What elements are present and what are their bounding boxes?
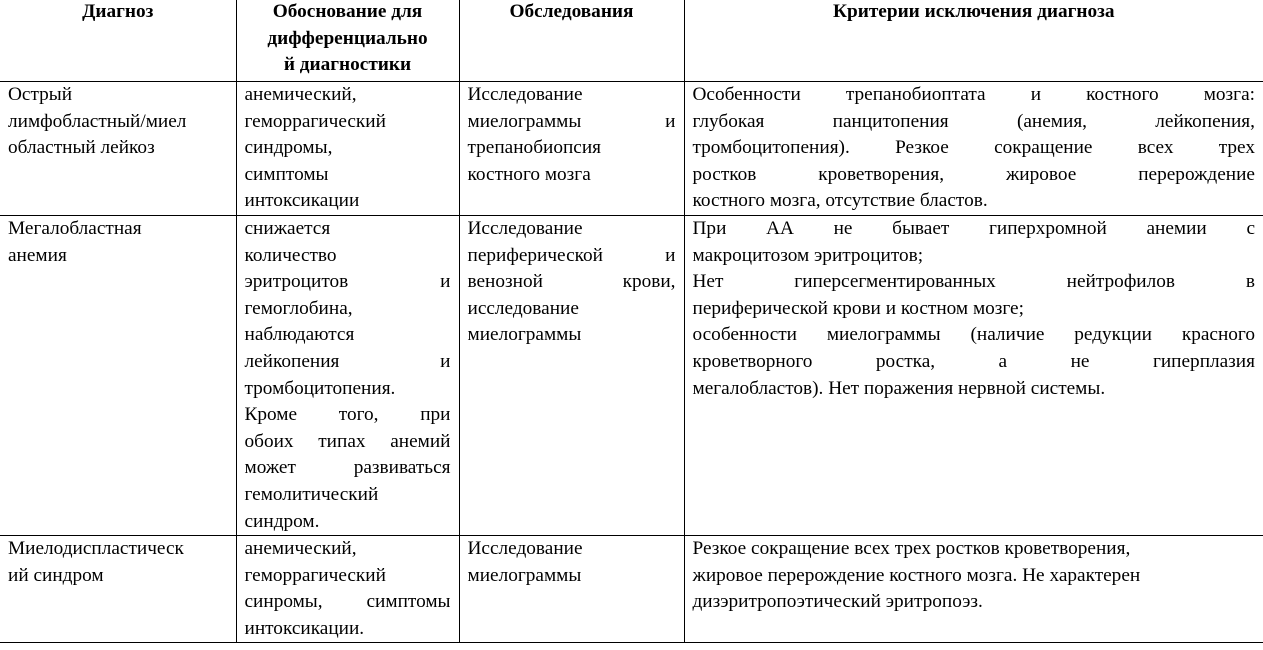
text-line: Исследование xyxy=(467,538,583,560)
table-row xyxy=(0,215,1263,535)
text-line: жировое перерождение костного мозга. Не характерен xyxy=(692,564,1141,586)
text-line: Резкое сокращение всех трех ростков кроветворения, xyxy=(692,538,1131,560)
text-line: геморрагический xyxy=(244,110,386,132)
text-line: кроветворного ростка, а не гиперплазия xyxy=(692,350,1255,372)
text-line: количество xyxy=(244,244,337,266)
text-line: анемический, xyxy=(244,84,357,105)
table-row xyxy=(0,82,1263,216)
text-line: миелограммы xyxy=(467,564,582,586)
header-exams: Обследования xyxy=(459,0,684,82)
text-line: Миелодиспластическ xyxy=(8,538,184,560)
text-line: Нет гиперсегментированных нейтрофилов в xyxy=(692,271,1255,293)
text-line: наблюдаются xyxy=(244,324,355,346)
text-line: Особенности трепанобиоптата и костного мозга: xyxy=(692,84,1255,105)
cell-criteria xyxy=(684,82,1263,216)
text-line: особенности миелограммы (наличие редукции красного xyxy=(692,324,1255,346)
cell-rationale xyxy=(236,536,459,643)
cell-criteria xyxy=(684,215,1263,535)
cell-criteria xyxy=(684,536,1263,643)
text-line: эритроцитов и xyxy=(244,271,451,293)
text-line: лейкопения и xyxy=(244,350,451,372)
table-header-row xyxy=(0,0,1263,82)
text-line: мегалобластов). Нет поражения нервной системы. xyxy=(692,377,1106,399)
cell-rationale xyxy=(236,82,459,216)
header-rationale-line: Обоснование для xyxy=(272,1,423,22)
header-rationale-line: дифференциально xyxy=(267,27,428,49)
text-line: тромбоцитопения). Резкое сокращение всех трех xyxy=(692,137,1255,159)
header-rationale-line: й диагностики xyxy=(283,54,412,76)
text-line: венозной крови, xyxy=(467,271,676,293)
text-line: лимфобластный/миел xyxy=(8,110,187,132)
text-line: снижается xyxy=(244,217,331,239)
text-line: макроцитозом эритроцитов; xyxy=(692,244,924,266)
cell-diagnosis xyxy=(0,215,236,535)
text-line: синдром. xyxy=(244,510,320,532)
header-criteria: Критерии исключения диагноза xyxy=(684,0,1263,82)
header-rationale xyxy=(236,0,459,82)
text-line: гемолитический xyxy=(244,483,379,505)
text-line: Исследование xyxy=(467,84,583,105)
text-line: При АА не бывает гиперхромной анемии с xyxy=(692,217,1255,239)
text-line: миелограммы xyxy=(467,324,582,346)
text-line: обоих типах анемий xyxy=(244,430,451,452)
text-line: синдромы, xyxy=(244,137,333,159)
text-line: глубокая панцитопения (анемия, лейкопения, xyxy=(692,110,1255,132)
text-line: интоксикации. xyxy=(244,617,365,639)
text-line: геморрагический xyxy=(244,564,386,586)
table-row xyxy=(0,536,1263,643)
text-line: периферической и xyxy=(467,244,676,266)
cell-diagnosis xyxy=(0,82,236,216)
text-line: периферической крови и костном мозге; xyxy=(692,297,1024,319)
text-line: трепанобиопсия xyxy=(467,137,602,159)
text-line: областный лейкоз xyxy=(8,137,155,159)
cell-exams xyxy=(459,536,684,643)
text-line: костного мозга xyxy=(467,163,591,185)
text-line: синромы, симптомы xyxy=(244,591,451,613)
text-line: костного мозга, отсутствие бластов. xyxy=(692,190,988,212)
text-line: анемический, xyxy=(244,538,357,560)
text-line: анемия xyxy=(8,244,67,266)
text-line: Мегалобластная xyxy=(8,217,142,239)
text-line: тромбоцитопения. xyxy=(244,377,396,399)
header-diagnosis: Диагноз xyxy=(0,0,236,82)
text-line: миелограммы и xyxy=(467,110,676,132)
cell-exams xyxy=(459,82,684,216)
text-line: Исследование xyxy=(467,217,583,239)
text-line: дизэритропоэтический эритропоэз. xyxy=(692,591,983,613)
text-line: симптомы xyxy=(244,163,329,185)
text-line: гемоглобина, xyxy=(244,297,353,319)
text-line: Острый xyxy=(8,84,73,105)
text-line: ий синдром xyxy=(8,564,104,586)
text-line: исследование xyxy=(467,297,579,319)
text-line: Кроме того, при xyxy=(244,404,451,426)
text-line: интоксикации xyxy=(244,190,360,212)
cell-diagnosis xyxy=(0,536,236,643)
cell-exams xyxy=(459,215,684,535)
text-line: может развиваться xyxy=(244,457,451,479)
cell-rationale xyxy=(236,215,459,535)
text-line: ростков кроветворения, жировое перерождение xyxy=(692,163,1255,185)
